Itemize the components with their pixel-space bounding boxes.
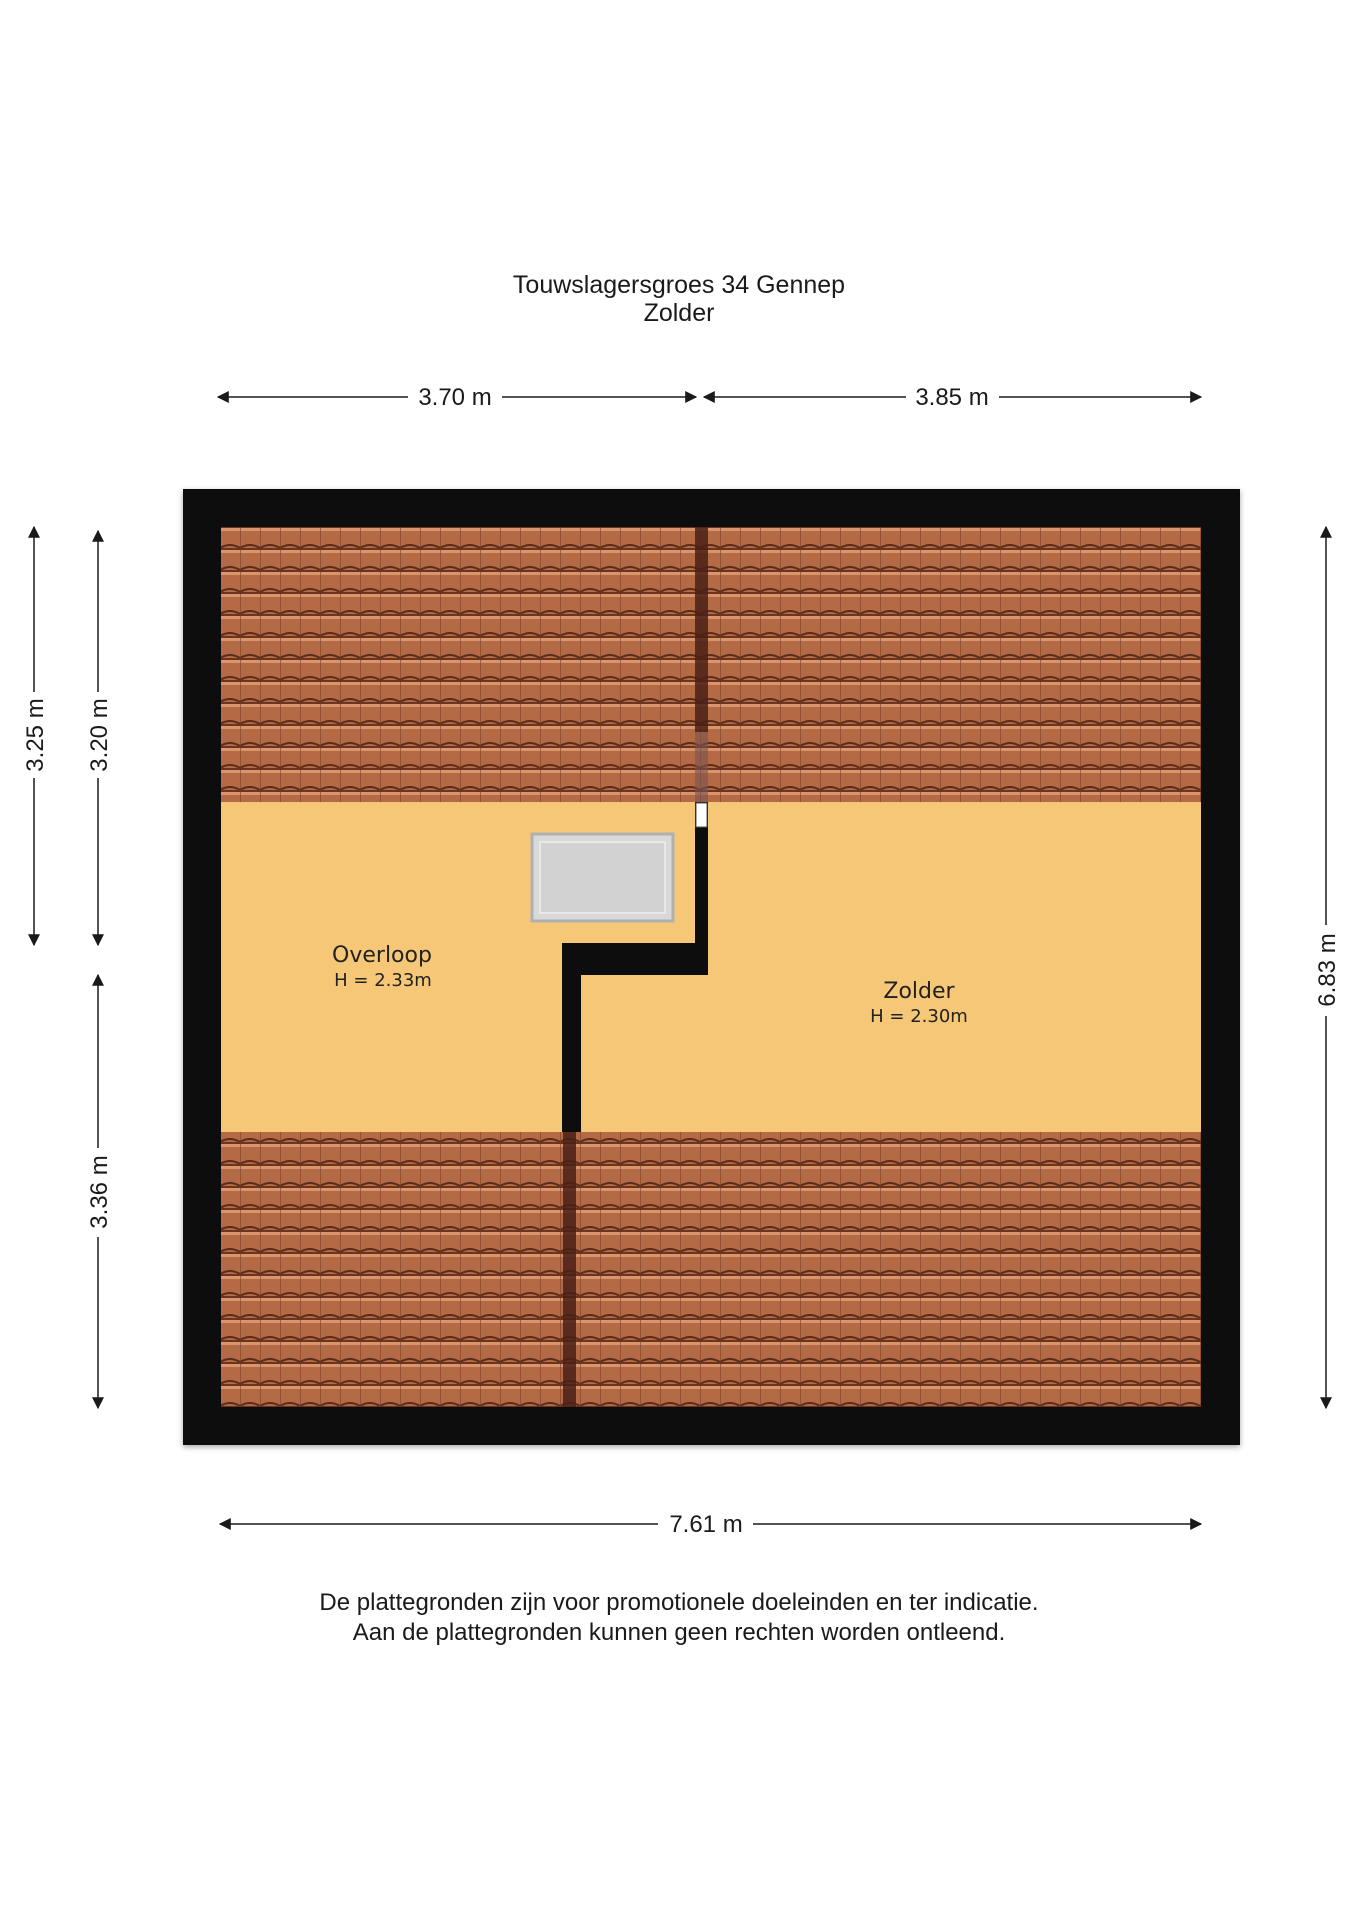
disclaimer-line-1: De plattegronden zijn voor promotionele doeleinden en ter indicatie.	[319, 1589, 1039, 1616]
dim-left-outer	[22, 527, 49, 945]
skylight-inner	[540, 842, 665, 913]
svg-text:3.85 m: 3.85 m	[915, 384, 989, 411]
dim-left-inner-bottom	[86, 975, 113, 1408]
roof-ridge-top	[695, 527, 708, 732]
svg-text:3.25 m: 3.25 m	[22, 698, 49, 772]
roof-top	[221, 527, 1201, 802]
dim-left-inner-top	[86, 531, 113, 945]
roof-ridge-top-fade	[695, 732, 708, 802]
wall-opening	[696, 803, 707, 827]
dim-right	[1314, 527, 1341, 1408]
disclaimer-line-2: Aan de plattegronden kunnen geen rechten worden ontleend.	[352, 1619, 1006, 1646]
room-name-zolder: Zolder	[883, 979, 955, 1004]
address-title: Touwslagersgroes 34 Gennep	[512, 271, 846, 299]
room-height-overloop: H = 2.33m	[334, 970, 432, 991]
dim-top-right	[704, 384, 1201, 411]
floor-title: Zolder	[643, 299, 715, 327]
svg-text:6.83 m: 6.83 m	[1314, 933, 1341, 1007]
svg-text:3.20 m: 3.20 m	[86, 698, 113, 772]
svg-text:3.36 m: 3.36 m	[86, 1155, 113, 1229]
room-height-zolder: H = 2.30m	[870, 1006, 968, 1027]
svg-text:3.70 m: 3.70 m	[418, 384, 492, 411]
roof-ridge-bottom	[563, 1132, 576, 1407]
room-name-overloop: Overloop	[332, 943, 432, 968]
dim-top-left	[218, 384, 696, 411]
roof-bottom	[221, 1132, 1201, 1407]
svg-text:7.61 m: 7.61 m	[669, 1511, 743, 1538]
dim-bottom	[220, 1511, 1201, 1538]
